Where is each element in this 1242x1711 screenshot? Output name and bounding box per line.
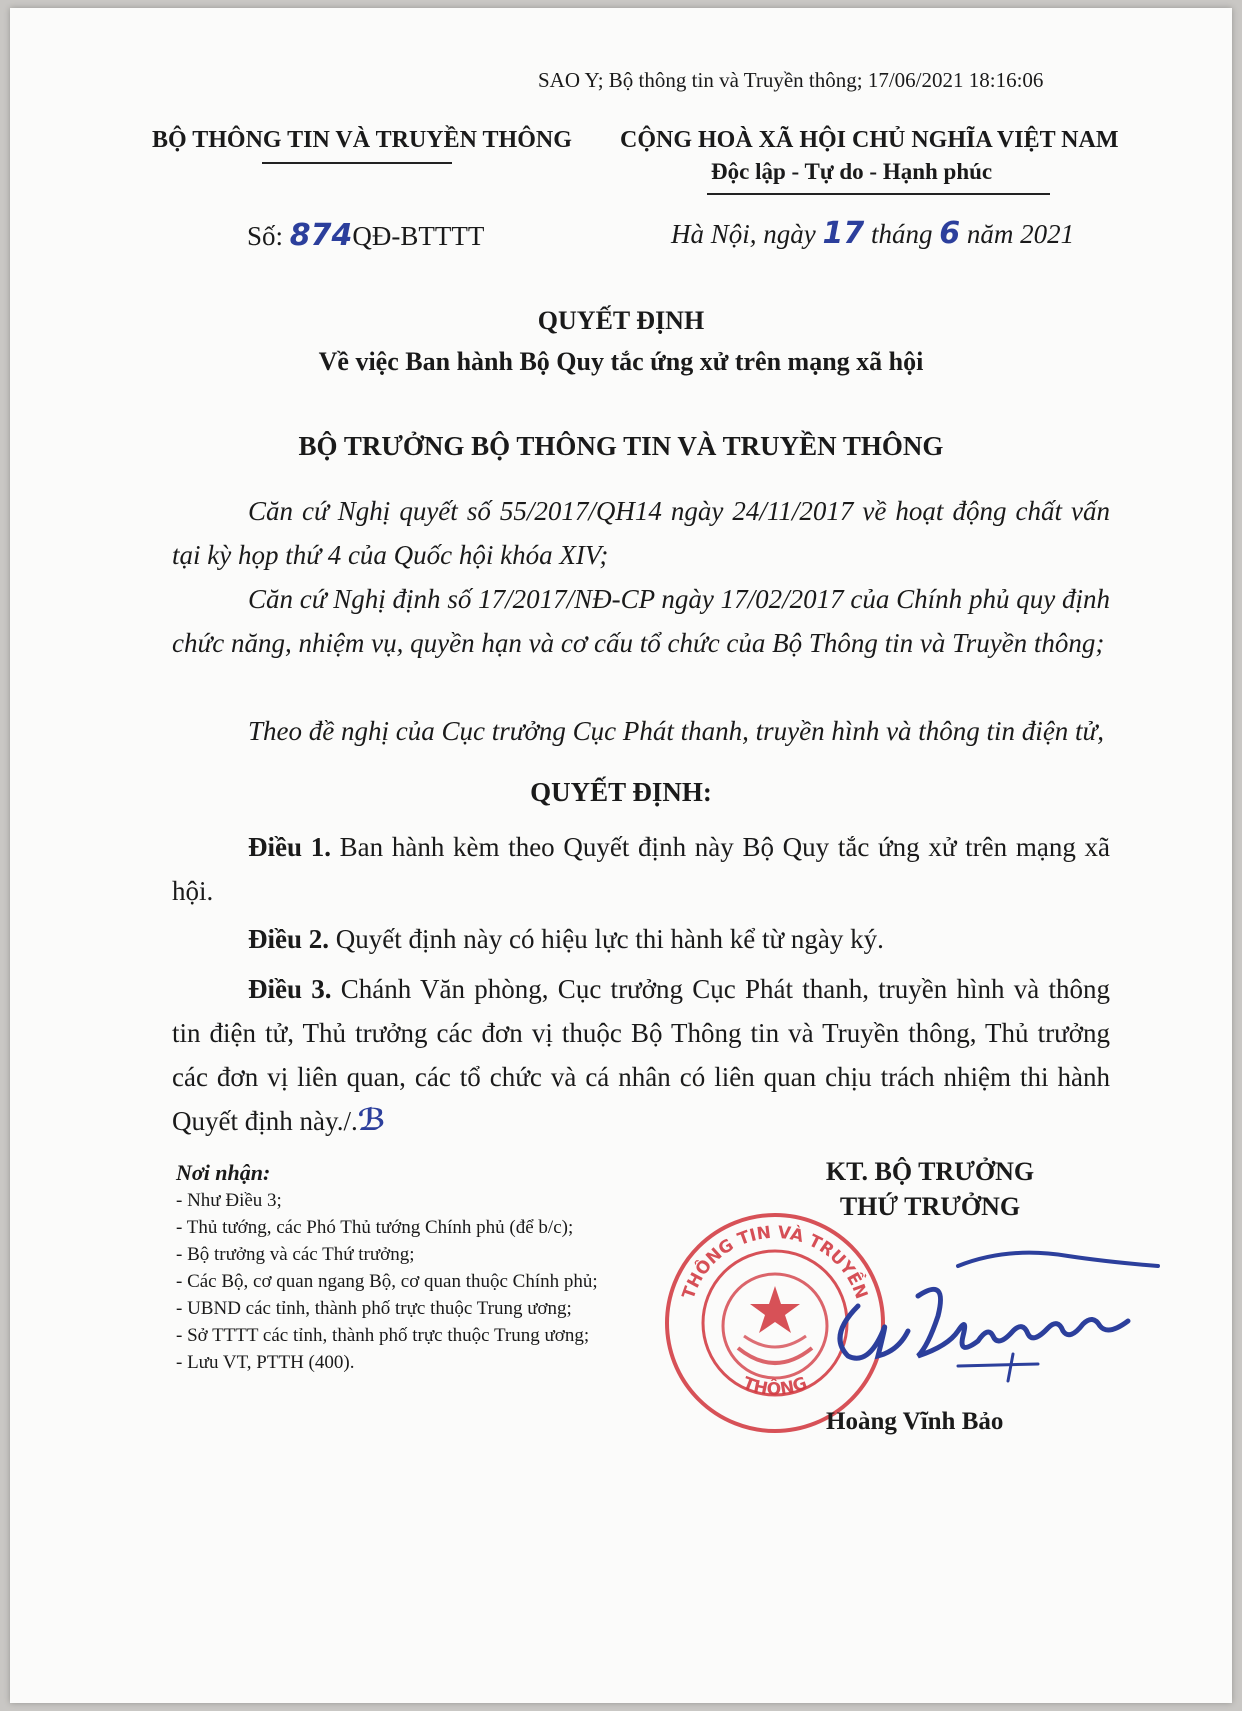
recipient-item: - UBND các tỉnh, thành phố trực thuộc Trung ương; xyxy=(176,1298,572,1319)
basis-2: Căn cứ Nghị định số 17/2017/NĐ-CP ngày 17/02/2017 của Chính phủ quy định chức năng, nhiệm vụ, quyền hạn và cơ cấu tổ chức của Bộ Thông tin và Truyền thông; xyxy=(172,584,1110,658)
article-3-initial: ℬ xyxy=(357,1103,386,1138)
issuer-heading: BỘ TRƯỞNG BỘ THÔNG TIN VÀ TRUYỀN THÔNG xyxy=(298,431,944,461)
recipient-item: - Bộ trưởng và các Thứ trưởng; xyxy=(176,1244,415,1265)
recipients-list xyxy=(176,1187,696,1376)
recipient-item: - Các Bộ, cơ quan ngang Bộ, cơ quan thuộc Chính phủ; xyxy=(176,1271,598,1292)
national-motto: Độc lập - Tự do - Hạnh phúc xyxy=(711,159,993,184)
seal-bottom-text: THÔNG xyxy=(739,1373,810,1400)
article-2 xyxy=(172,917,1110,961)
seal-top-text: THÔNG TIN VÀ TRUYỀN xyxy=(678,1222,872,1302)
article-1-label: Điều 1. xyxy=(248,832,331,862)
article-3-text: Chánh Văn phòng, Cục trưởng Cục Phát thanh, truyền hình và thông tin điện tử, Thủ trưởng các đơn vị thuộc Bộ Thông tin và Truyền thông, Thủ trưởng các đơn vị liên quan, các tổ chức và cá nhân có liên quan chịu trách nhiệm thi hành Quyết định này./. xyxy=(172,974,1111,1136)
article-3-label: Điều 3. xyxy=(248,974,332,1004)
article-1-text: Ban hành kèm theo Quyết định này Bộ Quy tắc ứng xử trên mạng xã hội. xyxy=(172,832,1111,906)
basis-3: Theo đề nghị của Cục trưởng Cục Phát thanh, truyền hình và thông tin điện tử, xyxy=(248,716,1105,746)
recipient-item: - Sở TTTT các tỉnh, thành phố trực thuộc Trung ương; xyxy=(176,1325,590,1346)
motto-underline xyxy=(707,193,1050,195)
day-handwritten: 17 xyxy=(822,216,865,251)
recipients-title: Nơi nhận: xyxy=(176,1160,271,1185)
issuing-agency: BỘ THÔNG TIN VÀ TRUYỀN THÔNG xyxy=(152,127,572,153)
article-1 xyxy=(172,825,1110,913)
recipient-item: - Như Điều 3; xyxy=(176,1190,282,1211)
signer-role-2: THỨ TRƯỞNG xyxy=(839,1192,1021,1221)
recipient-item: - Lưu VT, PTTH (400). xyxy=(176,1352,355,1373)
document-title: QUYẾT ĐỊNH xyxy=(537,306,705,335)
document-number xyxy=(247,218,484,253)
document-subtitle: Về việc Ban hành Bộ Quy tắc ứng xử trên mạng xã hội xyxy=(318,347,924,376)
copy-stamp: SAO Y; Bộ thông tin và Truyền thông; 17/06/2021 18:16:06 xyxy=(538,68,1044,92)
decision-heading: QUYẾT ĐỊNH: xyxy=(530,777,712,807)
article-2-text: Quyết định này có hiệu lực thi hành kể từ ngày ký. xyxy=(329,924,884,954)
place-date xyxy=(671,216,1074,251)
basis-1: Căn cứ Nghị quyết số 55/2017/QH14 ngày 24/11/2017 về hoạt động chất vấn tại kỳ họp thứ 4 của Quốc hội khóa XIV; xyxy=(172,496,1110,570)
article-2-label: Điều 2. xyxy=(248,924,329,954)
year-label: năm 2021 xyxy=(960,219,1075,249)
signer-role-1: KT. BỘ TRƯỞNG xyxy=(825,1157,1035,1186)
article-3 xyxy=(172,967,1110,1143)
agency-underline xyxy=(262,162,452,164)
doc-no-suffix: QĐ-BTTTT xyxy=(352,221,485,251)
signer-name: Hoàng Vĩnh Bảo xyxy=(826,1408,1004,1435)
doc-no-handwritten: 874 xyxy=(289,218,353,253)
place-prefix: Hà Nội, ngày xyxy=(671,219,823,249)
recipient-item: - Thủ tướng, các Phó Thủ tướng Chính phủ (để b/c); xyxy=(176,1217,574,1238)
handwritten-signature-icon xyxy=(808,1236,1178,1386)
national-title: CỘNG HOÀ XÃ HỘI CHỦ NGHĨA VIỆT NAM xyxy=(620,127,1119,153)
month-handwritten: 6 xyxy=(939,216,961,251)
month-label: tháng xyxy=(864,219,940,249)
doc-no-prefix: Số: xyxy=(247,221,290,251)
